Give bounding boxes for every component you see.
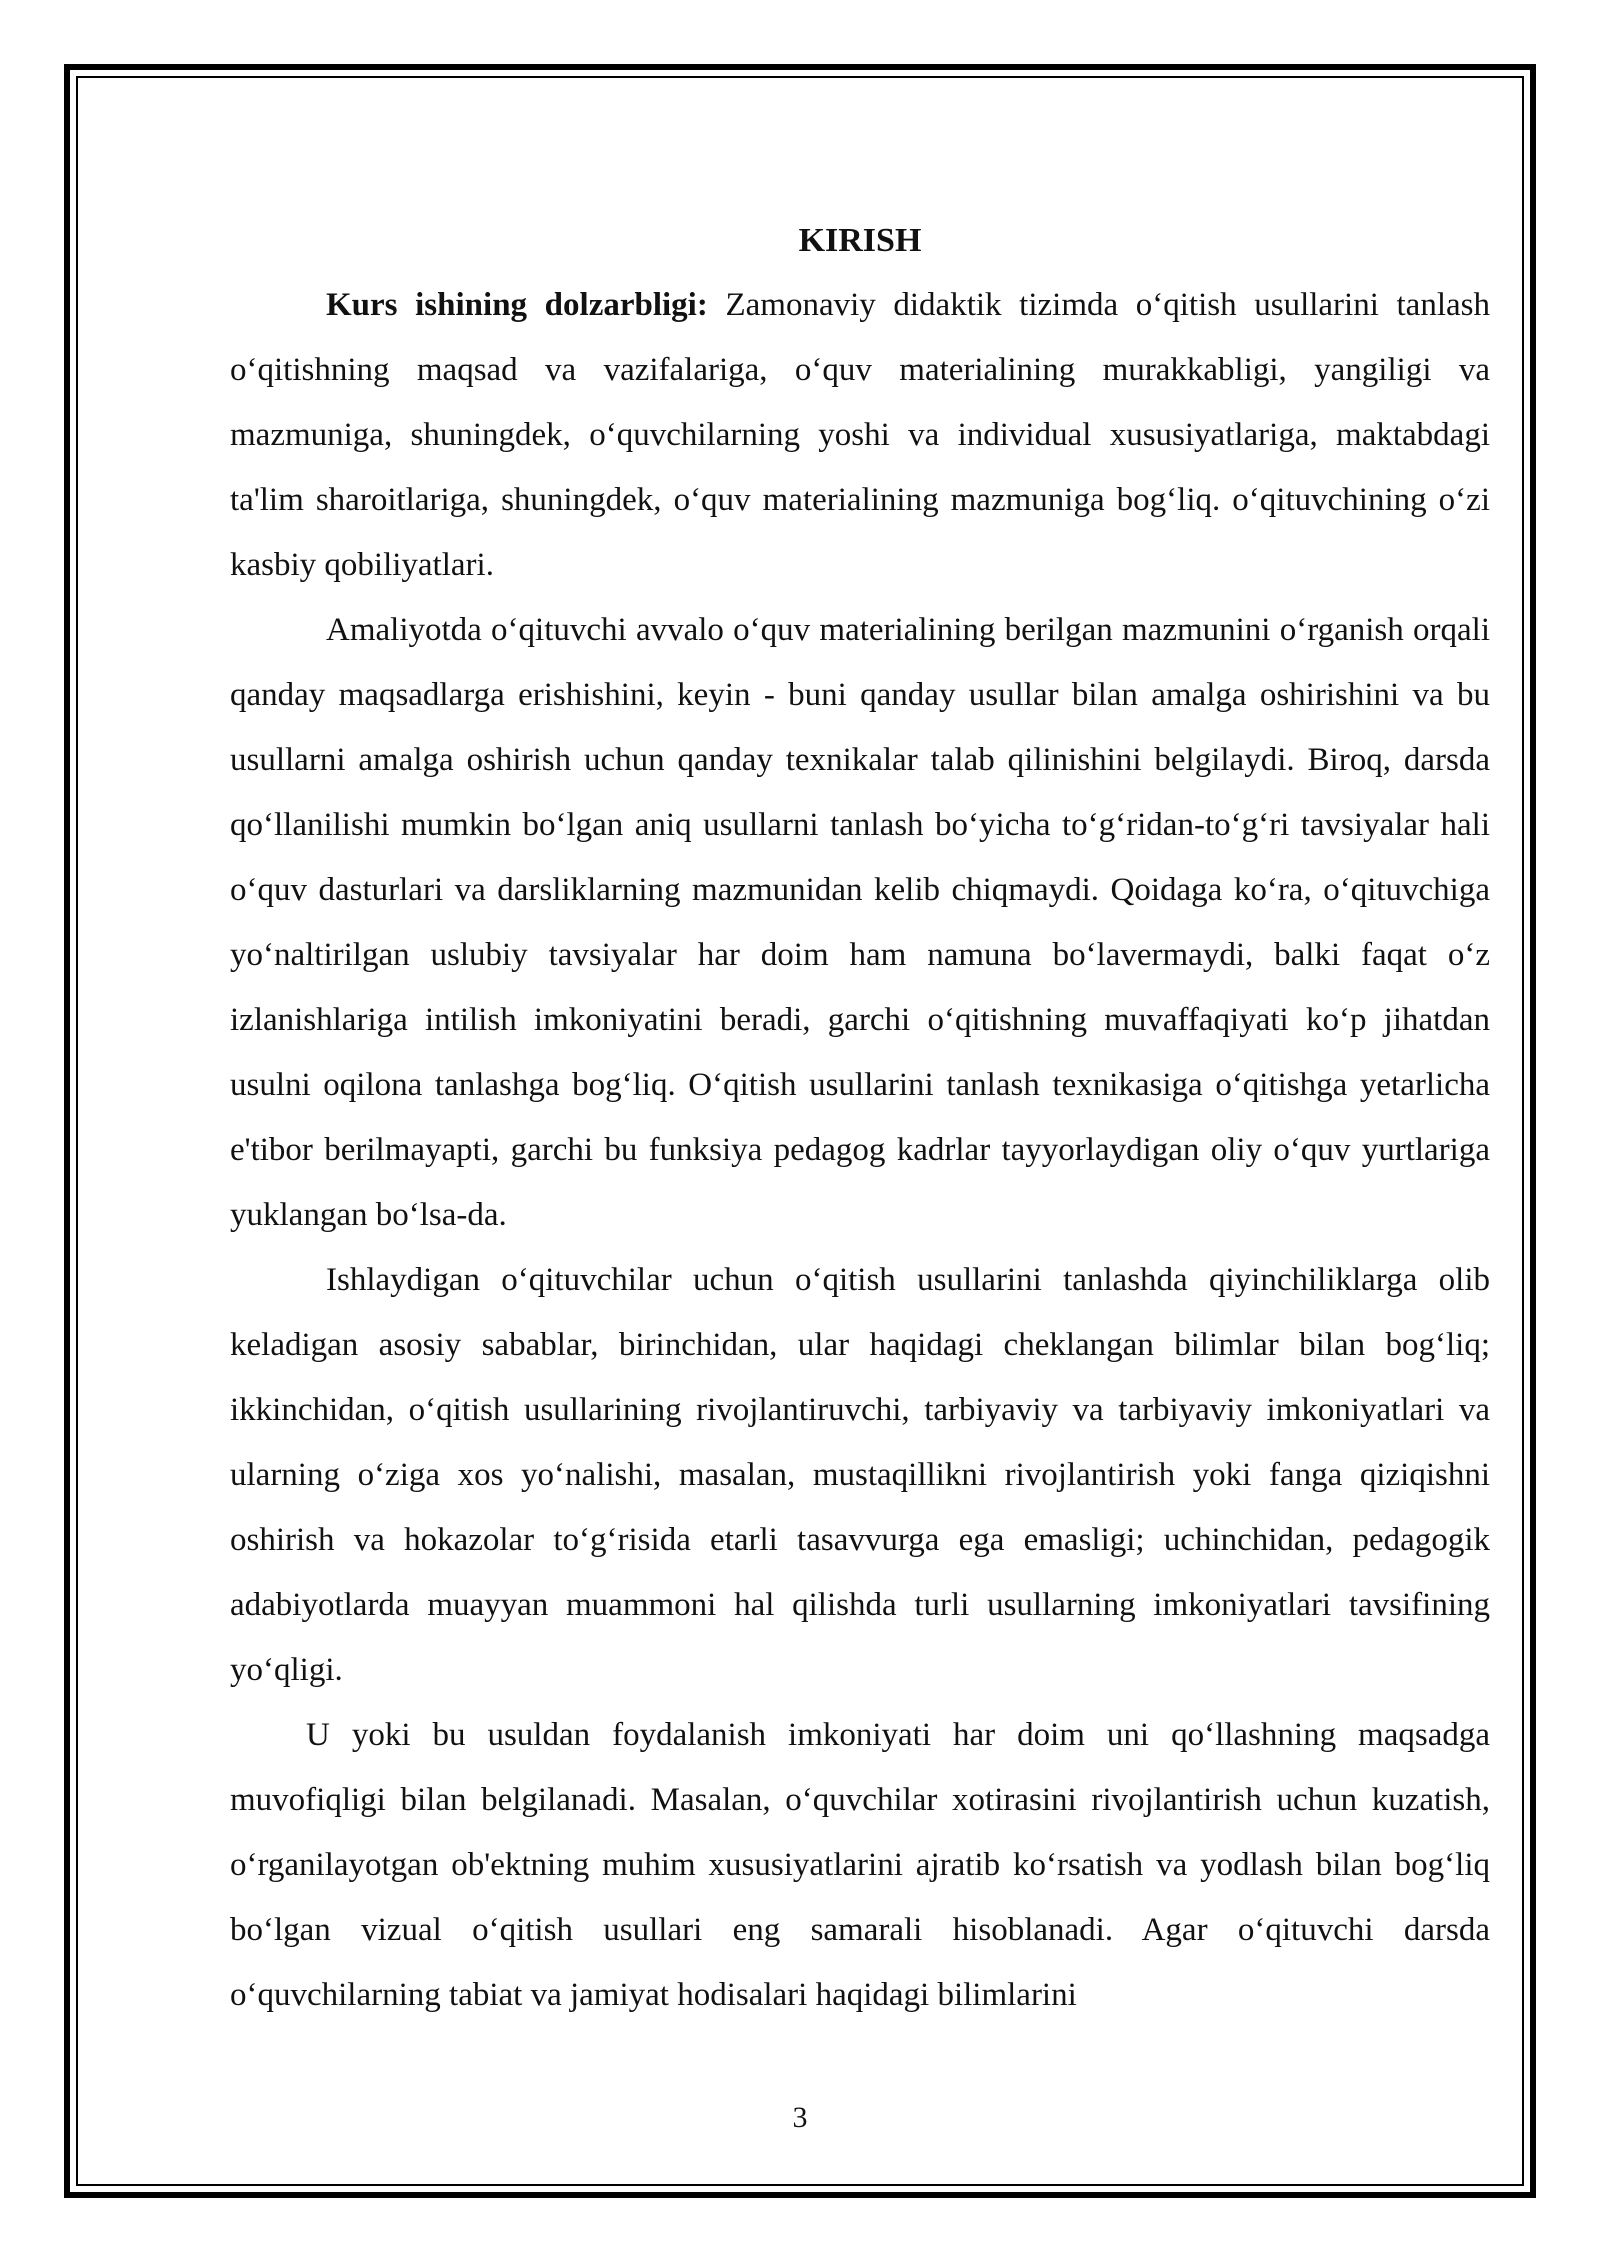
section-heading: KIRISH bbox=[798, 222, 922, 259]
paragraph-text: Amaliyotda o‘qituvchi avvalo o‘quv materialining berilgan mazmunini o‘rganish orqali qanday maqsadlarga erishishini, keyin - buni qanday usullar bilan amalga oshirishini va bu usullarni amalga oshirish uchun qanday texnikalar talab qilinishini belgilaydi. Biroq, darsda qo‘llanilishi mumkin bo‘lgan aniq usullarni tanlash bo‘yicha to‘g‘ridan-to‘g‘ri tavsiyalar hali o‘quv dasturlari va darsliklarning mazmunidan kelib chiqmaydi. Qoidaga ko‘ra, o‘qituvchiga yo‘naltirilgan uslubiy tavsiyalar har doim ham namuna bo‘lavermaydi, balki faqat o‘z izlanishlariga intilish imkoniyatini beradi, garchi o‘qitishning muvaffaqiyati ko‘p jihatdan usulni oqilona tanlashga bog‘liq. O‘qitish usullarini tanlash texnikasiga o‘qitishga yetarlicha e'tibor berilmayapti, garchi bu funksiya pedagog kadrlar tayyorlaydigan oliy o‘quv yurtlariga yuklangan bo‘lsa-da. bbox=[230, 612, 1490, 1233]
document-body bbox=[230, 212, 1490, 2028]
paragraph-reasons bbox=[230, 1248, 1490, 1703]
paragraph-text: Zamonaviy didaktik tizimda o‘qitish usullarini tanlash o‘qitishning maqsad va vazifalariga, o‘quv materialining murakkabligi, yangiligi va mazmuniga, shuningdek, o‘quvchilarning yoshi va individual xususiyatlariga, maktabdagi ta'lim sharoitlariga, shuningdek, o‘quv materialining mazmuniga bog‘liq. o‘qituvchining o‘zi kasbiy qobiliyatlari. bbox=[230, 287, 1490, 583]
paragraph-method-use bbox=[230, 1703, 1490, 2028]
page-number: 3 bbox=[792, 2101, 808, 2134]
paragraph-text: U yoki bu usuldan foydalanish imkoniyati har doim uni qo‘llashning maqsadga muvofiqligi bilan belgilanadi. Masalan, o‘quvchilar xotirasini rivojlantirish uchun kuzatish, o‘rganilayotgan ob'ektning muhim xususiyatlarini ajratib ko‘rsatish va yodlash bilan bog‘liq bo‘lgan vizual o‘qitish usullari eng samarali hisoblanadi. Agar o‘qituvchi darsda o‘quvchilarning tabiat va jamiyat hodisalari haqidagi bilimlarini bbox=[230, 1717, 1490, 2013]
paragraph-practice bbox=[230, 598, 1490, 1248]
paragraph-text: Ishlaydigan o‘qituvchilar uchun o‘qitish usullarini tanlashda qiyinchiliklarga olib keladigan asosiy sabablar, birinchidan, ular haqidagi cheklangan bilimlar bilan bog‘liq; ikkinchidan, o‘qitish usullarining rivojlantiruvchi, tarbiyaviy va tarbiyaviy imkoniyatlari va ularning o‘ziga xos yo‘nalishi, masalan, mustaqillikni rivojlantirish yoki fanga qiziqishni oshirish va hokazolar to‘g‘risida etarli tasavvurga ega emasligi; uchinchidan, pedagogik adabiyotlarda muayyan muammoni hal qilishda turli usullarning imkoniyatlari tavsifining yo‘qligi. bbox=[230, 1262, 1490, 1688]
paragraph-lead: Kurs ishining dolzarbligi: bbox=[326, 287, 708, 323]
paragraph-relevance bbox=[230, 273, 1490, 598]
